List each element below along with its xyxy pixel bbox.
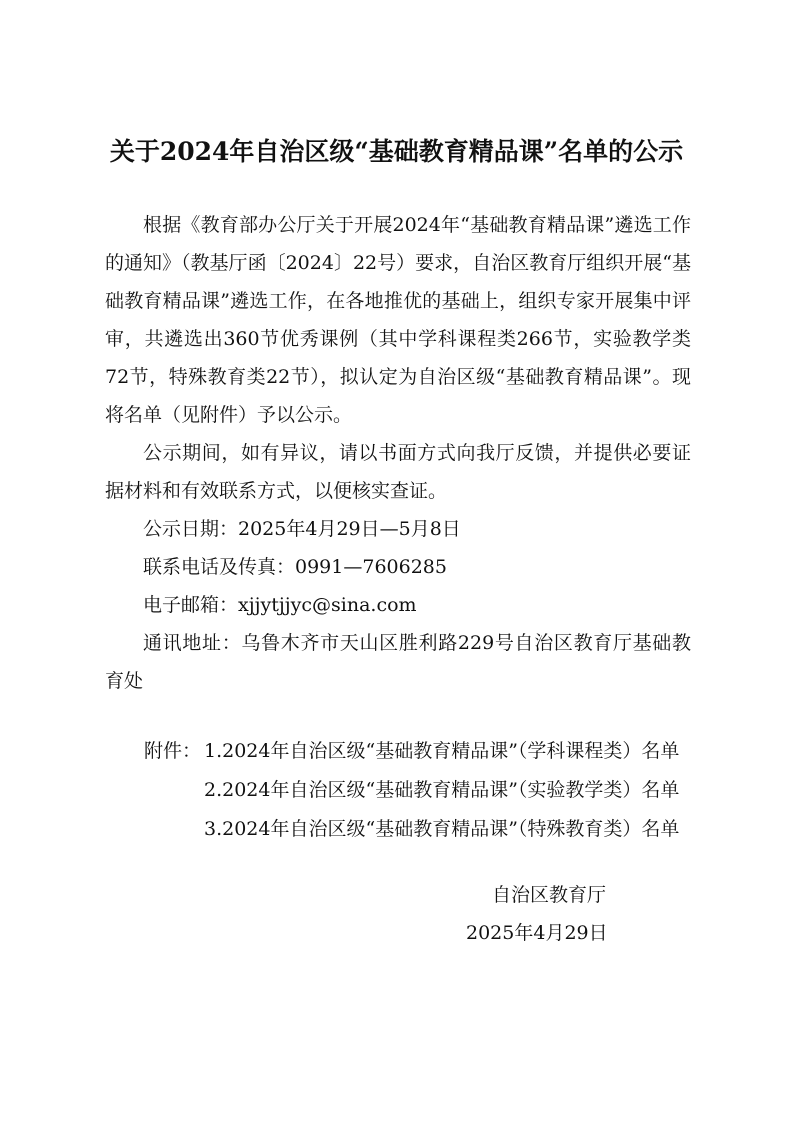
attachment-item: 1.2024年自治区级“基础教育精品课”（学科课程类）名单 bbox=[204, 740, 680, 762]
contact-email: 电子邮箱：xjjytjjyc@sina.com bbox=[143, 594, 417, 616]
attachments-label: 附件： bbox=[144, 740, 202, 762]
attachment-item: 3.2024年自治区级“基础教育精品课”（特殊教育类）名单 bbox=[204, 818, 680, 840]
issuer-name: 自治区教育厅 bbox=[492, 884, 607, 906]
document-body bbox=[105, 206, 691, 700]
paragraph-intro: 根据《教育部办公厅关于开展2024年“基础教育精品课”遴选工作的通知》（教基厅函〔2024〕22号）要求，自治区教育厅组织开展“基础教育精品课”遴选工作，在各地推优的基础上，组织专家开展集中评审，共遴选出360节优秀课例（其中学科课程类266节，实验教学类72节，特殊教育类22节），拟认定为自治区级“基础教育精品课”。现将名单（见附件）予以公示。 bbox=[105, 214, 691, 426]
contact-phone: 联系电话及传真：0991—7606285 bbox=[143, 556, 447, 578]
contact-address: 通讯地址：乌鲁木齐市天山区胜利路229号自治区教育厅基础教育处 bbox=[105, 632, 691, 692]
attachment-item: 2.2024年自治区级“基础教育精品课”（实验教学类）名单 bbox=[204, 779, 680, 801]
document-title: 关于2024年自治区级“基础教育精品课”名单的公示 bbox=[109, 137, 684, 166]
issue-date: 2025年4月29日 bbox=[466, 922, 608, 944]
publicity-period: 公示日期：2025年4月29日—5月8日 bbox=[143, 518, 461, 540]
paragraph-objection: 公示期间，如有异议，请以书面方式向我厅反馈，并提供必要证据材料和有效联系方式，以便核实查证。 bbox=[105, 442, 691, 502]
